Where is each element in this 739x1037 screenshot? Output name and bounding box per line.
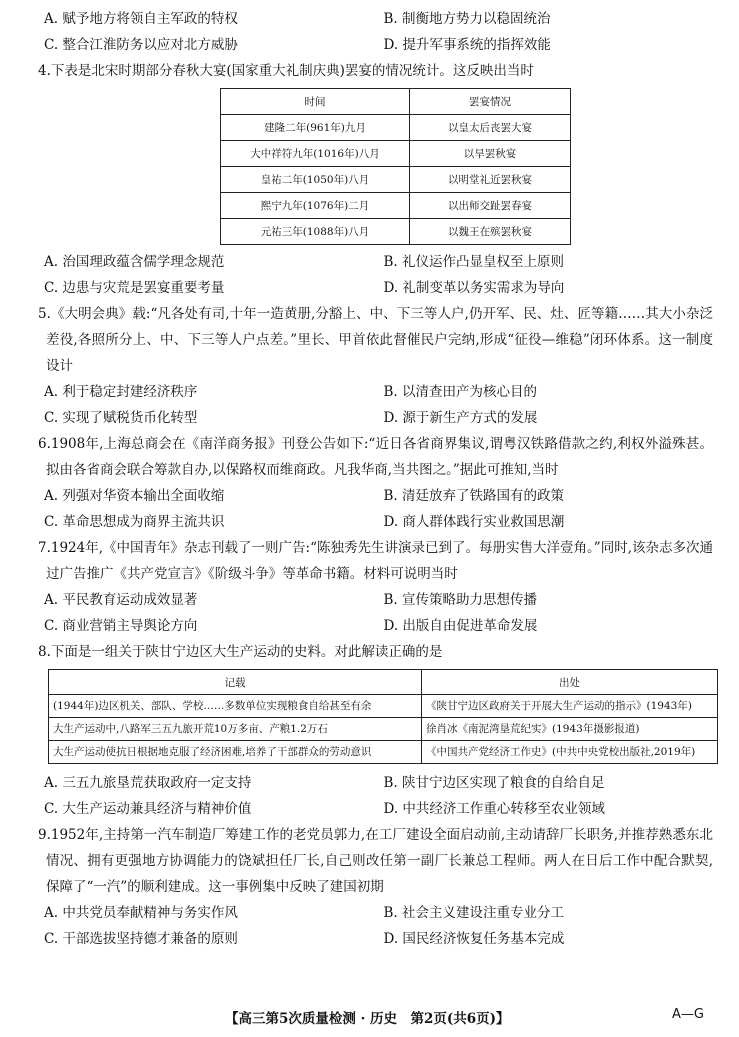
q4-options bbox=[38, 249, 713, 301]
q9-options bbox=[38, 900, 713, 952]
q4-table bbox=[220, 88, 571, 245]
table-row bbox=[221, 219, 571, 245]
table-cell: 大生产运动使抗日根据地克服了经济困难,培养了干部群众的劳动意识 bbox=[49, 741, 422, 764]
q9-stem: 9.1952年,主持第一汽车制造厂筹建工作的老党员郭力,在工厂建设全面启动前,主动请辞厂长职务,并推荐熟悉东北情况、拥有更强地方协调能力的饶斌担任厂长,自己则改任第一副厂长兼总工程师。两人在日后工作中配合默契,保障了“一汽”的顺利建成。这一事例集中反映了建国初期 bbox=[38, 827, 713, 895]
q6-options bbox=[38, 483, 713, 535]
table-cell: 以皇太后丧罢大宴 bbox=[410, 115, 571, 141]
table-cell: 《陕甘宁边区政府关于开展大生产运动的指示》(1943年) bbox=[422, 695, 718, 718]
q8-options bbox=[38, 770, 713, 822]
table-row bbox=[221, 141, 571, 167]
q4-option-d[interactable]: D. 礼制变革以务实需求为导向 bbox=[383, 280, 565, 296]
q7-option-a[interactable]: A. 平民教育运动成效显著 bbox=[44, 592, 198, 608]
q5-option-b[interactable]: B. 以清查田产为核心目的 bbox=[383, 384, 538, 400]
q3-option-a[interactable]: A. 赋予地方将领自主军政的特权 bbox=[44, 11, 238, 27]
q8-option-d[interactable]: D. 中共经济工作重心转移至农业领域 bbox=[383, 801, 605, 817]
table-cell: 以出师交趾罢春宴 bbox=[410, 193, 571, 219]
q9-option-d[interactable]: D. 国民经济恢复任务基本完成 bbox=[383, 931, 565, 947]
table-row bbox=[221, 167, 571, 193]
q3-option-b[interactable]: B. 制衡地方势力以稳固统治 bbox=[383, 11, 551, 27]
q4-option-c[interactable]: C. 边患与灾荒是罢宴重要考量 bbox=[44, 280, 225, 296]
footer-page-info: 【高三第5次质量检测 · 历史 第2页(共6页)】 bbox=[225, 1011, 510, 1027]
table-cell: 元祐三年(1088年)八月 bbox=[221, 219, 410, 245]
table-row bbox=[49, 695, 718, 718]
q7-option-b[interactable]: B. 宣传策略助力思想传播 bbox=[383, 592, 538, 608]
q8-table bbox=[48, 669, 718, 764]
q6-option-a[interactable]: A. 列强对华资本输出全面收缩 bbox=[44, 488, 225, 504]
q6-stem: 6.1908年,上海总商会在《南洋商务报》刊登公告如下:“近日各省商界集议,谓粤汉铁路借款之约,利权外溢殊甚。拟由各省商会联合筹款自办,以保路权而维商政。凡我华商,当共图之。”据此可推知,当时 bbox=[38, 436, 713, 478]
q6-option-d[interactable]: D. 商人群体践行实业救国思潮 bbox=[383, 514, 565, 530]
q5-options bbox=[38, 379, 713, 431]
q5-option-c[interactable]: C. 实现了赋税货币化转型 bbox=[44, 410, 198, 426]
table-cell: 建隆二年(961年)九月 bbox=[221, 115, 410, 141]
table-cell: (1944年)边区机关、部队、学校……多数单位实现粮食自给甚至有余 bbox=[49, 695, 422, 718]
table-cell: 以明堂礼近罢秋宴 bbox=[410, 167, 571, 193]
q3-options bbox=[38, 6, 713, 58]
table-cell: 以旱罢秋宴 bbox=[410, 141, 571, 167]
q9-option-a[interactable]: A. 中共党员奉献精神与务实作风 bbox=[44, 905, 238, 921]
table-header-row bbox=[221, 89, 571, 115]
table-cell: 大中祥符九年(1016年)八月 bbox=[221, 141, 410, 167]
table-row bbox=[49, 718, 718, 741]
table-row bbox=[49, 741, 718, 764]
q7-stem: 7.1924年,《中国青年》杂志刊载了一则广告:“陈独秀先生讲演录已到了。每册实售大洋壹角。”同时,该杂志多次通过广告推广《共产党宣言》《阶级斗争》等革命书籍。材料可说明当时 bbox=[38, 540, 713, 582]
q5-option-d[interactable]: D. 源于新生产方式的发展 bbox=[383, 410, 538, 426]
table-cell: 徐肖冰《南泥湾垦荒纪实》(1943年摄影报道) bbox=[422, 718, 718, 741]
table-header-row bbox=[49, 670, 718, 695]
table-header: 记载 bbox=[49, 670, 422, 695]
table-cell: 熙宁九年(1076年)二月 bbox=[221, 193, 410, 219]
table-cell: 皇祐二年(1050年)八月 bbox=[221, 167, 410, 193]
table-header: 时间 bbox=[221, 89, 410, 115]
q4-option-a[interactable]: A. 治国理政蕴含儒学理念规范 bbox=[44, 254, 225, 270]
q7-option-c[interactable]: C. 商业营销主导舆论方向 bbox=[44, 618, 198, 634]
q5-option-a[interactable]: A. 利于稳定封建经济秩序 bbox=[44, 384, 198, 400]
table-cell: 《中国共产党经济工作史》(中共中央党校出版社,2019年) bbox=[422, 741, 718, 764]
table-cell: 以魏王在殡罢秋宴 bbox=[410, 219, 571, 245]
q8-stem: 8.下面是一组关于陕甘宁边区大生产运动的史料。对此解读正确的是 bbox=[38, 644, 443, 660]
table-header: 罢宴情况 bbox=[410, 89, 571, 115]
table-cell: 大生产运动中,八路军三五九旅开荒10万多亩、产粮1.2万石 bbox=[49, 718, 422, 741]
q3-option-d[interactable]: D. 提升军事系统的指挥效能 bbox=[383, 37, 551, 53]
q4-option-b[interactable]: B. 礼仪运作凸显皇权至上原则 bbox=[383, 254, 565, 270]
q8-option-a[interactable]: A. 三五九旅垦荒获取政府一定支持 bbox=[44, 775, 252, 791]
q6-option-b[interactable]: B. 清廷放弃了铁路国有的政策 bbox=[383, 488, 565, 504]
q9-option-c[interactable]: C. 干部选拔坚持德才兼备的原则 bbox=[44, 931, 238, 947]
q4-stem: 4.下表是北宋时期部分春秋大宴(国家重大礼制庆典)罢宴的情况统计。这反映出当时 bbox=[38, 63, 534, 79]
table-header: 出处 bbox=[422, 670, 718, 695]
q3-option-c[interactable]: C. 整合江淮防务以应对北方威胁 bbox=[44, 37, 238, 53]
table-row bbox=[221, 193, 571, 219]
q8-option-b[interactable]: B. 陕甘宁边区实现了粮食的自给自足 bbox=[383, 775, 605, 791]
q6-option-c[interactable]: C. 革命思想成为商界主流共识 bbox=[44, 514, 225, 530]
table-row bbox=[221, 115, 571, 141]
q9-option-b[interactable]: B. 社会主义建设注重专业分工 bbox=[383, 905, 565, 921]
q7-options bbox=[38, 587, 713, 639]
footer-version: A—G bbox=[672, 1007, 704, 1022]
q5-stem: 5.《大明会典》载:“凡各处有司,十年一造黄册,分豁上、中、下三等人户,仍开军、民、灶、匠等籍……其大小杂泛差役,各照所分上、中、下三等人户点差。”里长、甲首依此督催民户完纳,形成“征役—维稳”闭环体系。这一制度设计 bbox=[38, 306, 713, 374]
q8-option-c[interactable]: C. 大生产运动兼具经济与精神价值 bbox=[44, 801, 252, 817]
q7-option-d[interactable]: D. 出版自由促进革命发展 bbox=[383, 618, 538, 634]
